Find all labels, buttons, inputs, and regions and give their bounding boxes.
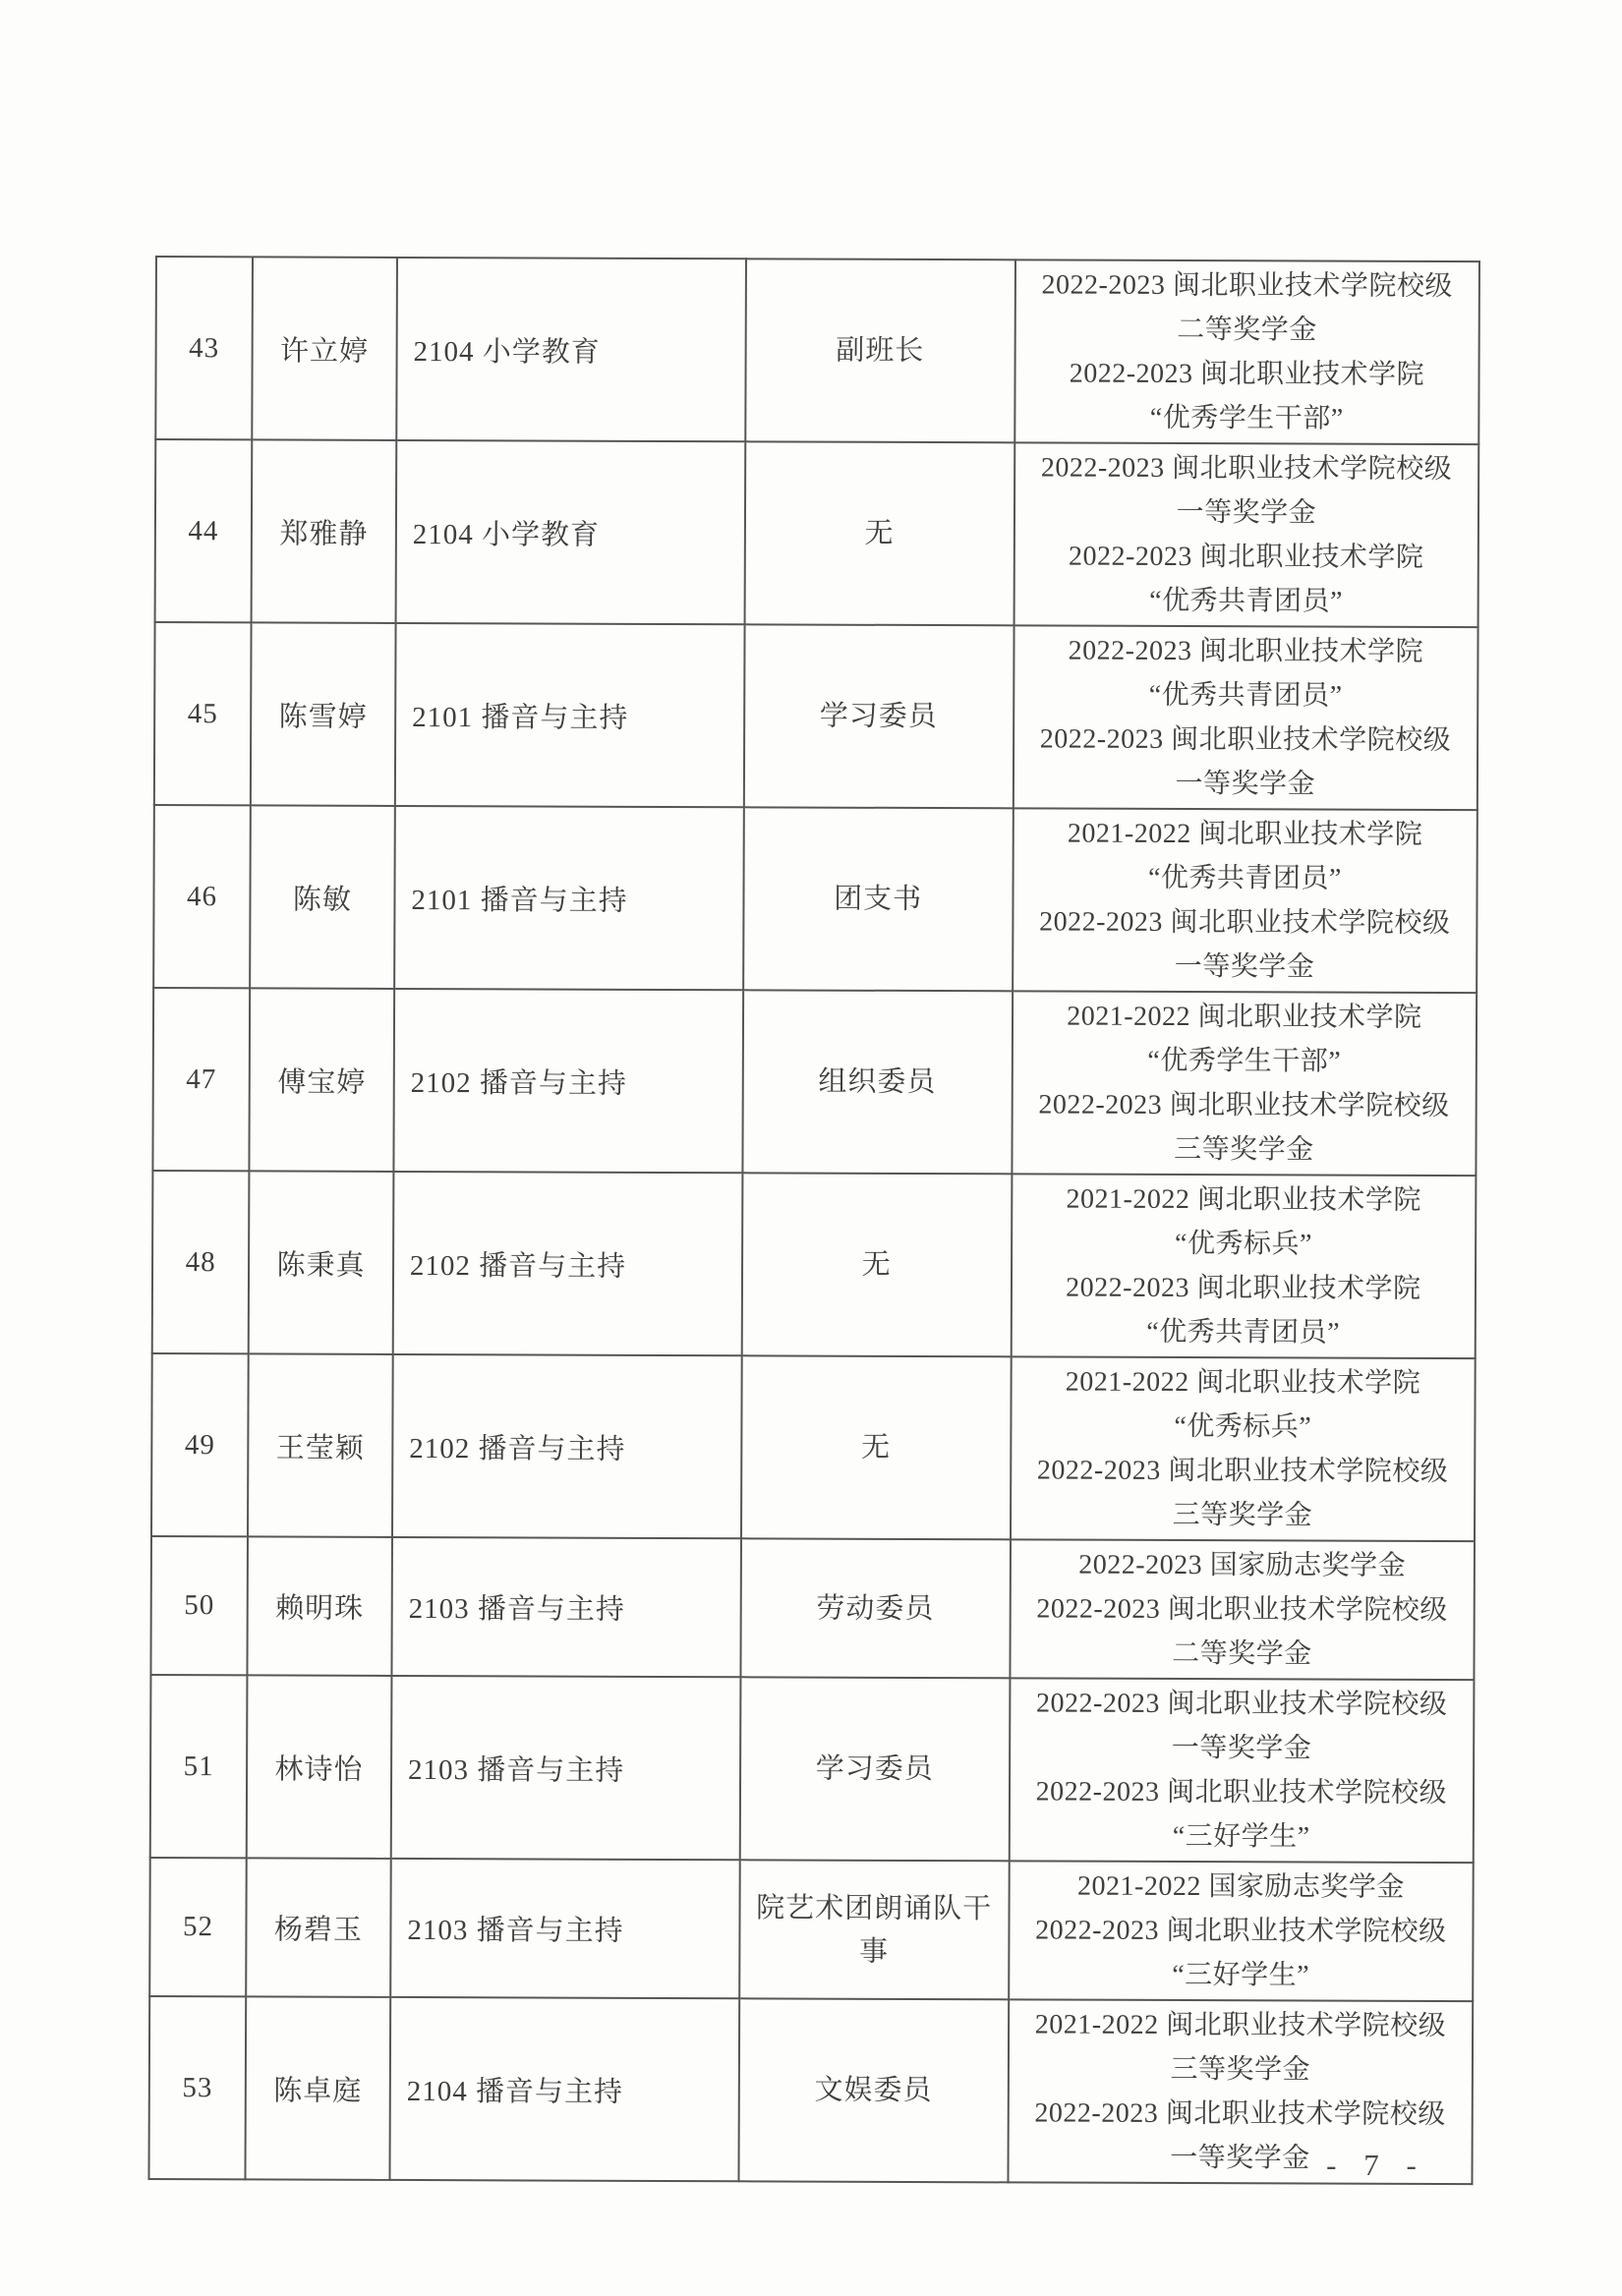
- award-line: “三好学生”: [1172, 1959, 1310, 1991]
- cell-position: 无: [741, 1173, 1012, 1356]
- cell-position: 学习委员: [743, 624, 1014, 808]
- cell-student-name: 林诗怡: [247, 1675, 392, 1859]
- cell-row-number: 43: [155, 257, 253, 439]
- table-row: [154, 622, 1478, 810]
- award-line: “优秀共青团员”: [1149, 585, 1344, 617]
- award-line: 二等奖学金: [1172, 1637, 1312, 1670]
- table-row: [155, 257, 1479, 444]
- cell-class-major: 2104 小学教育: [395, 440, 744, 624]
- table-row: [150, 1536, 1475, 1680]
- cell-row-number: 50: [150, 1536, 248, 1675]
- cell-class-major: 2101 播音与主持: [395, 623, 744, 807]
- cell-position: 组织委员: [742, 990, 1013, 1174]
- cell-student-name: 陈敏: [250, 805, 395, 989]
- award-line: 三等奖学金: [1174, 1133, 1314, 1166]
- cell-student-name: 陈卓庭: [246, 1996, 391, 2180]
- cell-student-name: 陈雪婷: [251, 622, 396, 806]
- table-row: [151, 1353, 1476, 1541]
- award-line: 2021-2022 闽北职业技术学院: [1067, 818, 1423, 850]
- cell-row-number: 52: [149, 1858, 247, 1996]
- cell-class-major: 2103 播音与主持: [391, 1676, 740, 1860]
- cell-student-name: 陈秉真: [249, 1171, 394, 1354]
- cell-row-number: 47: [152, 988, 250, 1171]
- cell-awards: [1014, 259, 1479, 444]
- award-line: 三等奖学金: [1170, 2053, 1311, 2086]
- award-line: 2021-2022 闽北职业技术学院: [1067, 1001, 1422, 1033]
- page-number: - 7 -: [1326, 2148, 1426, 2182]
- award-line: 2022-2023 闽北职业技术学院: [1068, 635, 1424, 667]
- award-line: 2022-2023 闽北职业技术学院校级: [1038, 1089, 1450, 1122]
- award-line: 一等奖学金: [1176, 496, 1317, 529]
- award-line: “优秀标兵”: [1175, 1228, 1313, 1260]
- student-awards-table: [147, 256, 1480, 2185]
- cell-class-major: 2101 播音与主持: [394, 806, 743, 990]
- cell-student-name: 赖明珠: [248, 1536, 392, 1676]
- cell-row-number: 46: [153, 805, 251, 988]
- award-line: 2022-2023 闽北职业技术学院校级: [1034, 2097, 1446, 2131]
- award-line: “优秀学生干部”: [1147, 1045, 1342, 1077]
- award-line: 2021-2022 闽北职业技术学院校级: [1034, 2009, 1447, 2042]
- cell-position: 劳动委员: [740, 1538, 1011, 1678]
- cell-class-major: 2104 小学教育: [396, 258, 745, 441]
- award-line: 2022-2023 国家励志奖学金: [1078, 1549, 1407, 1581]
- cell-position: 文娱委员: [738, 1998, 1009, 2182]
- cell-class-major: 2102 播音与主持: [392, 1354, 741, 1538]
- cell-class-major: 2102 播音与主持: [393, 1172, 742, 1355]
- cell-position: 副班长: [745, 258, 1015, 442]
- award-line: “优秀共青团员”: [1148, 679, 1343, 712]
- cell-awards: [1011, 1356, 1476, 1541]
- table-row: [153, 805, 1477, 993]
- cell-awards: [1014, 442, 1478, 627]
- cell-student-name: 杨碧玉: [246, 1858, 390, 1997]
- cell-row-number: 48: [152, 1171, 250, 1353]
- cell-position: 无: [744, 441, 1014, 625]
- cell-row-number: 44: [155, 439, 253, 622]
- award-line: 2021-2022 闽北职业技术学院: [1065, 1366, 1421, 1399]
- cell-row-number: 45: [154, 622, 252, 805]
- cell-awards: [1013, 808, 1477, 993]
- cell-awards: [1009, 1678, 1474, 1863]
- award-line: 2022-2023 闽北职业技术学院校级: [1035, 1688, 1448, 1721]
- cell-student-name: 王莹颖: [248, 1353, 393, 1537]
- award-line: 2022-2023 闽北职业技术学院: [1069, 358, 1425, 390]
- cell-awards: [1011, 1174, 1476, 1358]
- table-row: [148, 1996, 1473, 2184]
- award-line: “优秀标兵”: [1174, 1410, 1312, 1443]
- cell-class-major: 2103 播音与主持: [391, 1537, 740, 1677]
- cell-awards: [1009, 1861, 1474, 2001]
- cell-student-name: 傅宝婷: [249, 988, 394, 1172]
- table-row: [152, 988, 1477, 1176]
- award-line: 2022-2023 闽北职业技术学院校级: [1039, 906, 1451, 940]
- award-line: “优秀共青团员”: [1147, 862, 1342, 894]
- award-line: 2022-2023 闽北职业技术学院校级: [1041, 269, 1453, 303]
- table-row: [155, 439, 1479, 627]
- table-row: [152, 1171, 1477, 1358]
- cell-position: 无: [741, 1355, 1012, 1539]
- cell-position: 学习委员: [739, 1677, 1010, 1861]
- award-line: 2022-2023 闽北职业技术学院校级: [1035, 1776, 1448, 1809]
- award-line: 2022-2023 闽北职业技术学院: [1066, 1272, 1421, 1304]
- cell-position: 院艺术团朗诵队干事: [739, 1860, 1010, 1999]
- cell-row-number: 53: [148, 1996, 246, 2179]
- table-row: [150, 1675, 1475, 1863]
- award-line: 一等奖学金: [1170, 2142, 1310, 2174]
- award-line: 2022-2023 闽北职业技术学院校级: [1036, 1593, 1448, 1627]
- award-line: 2021-2022 国家励志奖学金: [1077, 1870, 1405, 1903]
- award-line: 一等奖学金: [1175, 768, 1316, 800]
- award-line: 2022-2023 闽北职业技术学院校级: [1039, 723, 1452, 757]
- award-line: 2022-2023 闽北职业技术学院: [1068, 541, 1424, 573]
- award-line: 一等奖学金: [1174, 950, 1315, 983]
- cell-student-name: 郑雅静: [252, 439, 397, 623]
- award-line: 2021-2022 闽北职业技术学院: [1066, 1183, 1421, 1216]
- cell-awards: [1012, 991, 1477, 1176]
- cell-class-major: 2104 播音与主持: [389, 1997, 738, 2181]
- award-line: “优秀学生干部”: [1149, 402, 1344, 434]
- award-line: “优秀共青团员”: [1146, 1316, 1341, 1349]
- cell-position: 团支书: [743, 807, 1014, 991]
- award-line: 三等奖学金: [1172, 1499, 1313, 1531]
- table-row: [149, 1858, 1474, 2001]
- cell-row-number: 49: [151, 1353, 249, 1536]
- award-line: 二等奖学金: [1177, 314, 1317, 346]
- cell-class-major: 2102 播音与主持: [393, 989, 742, 1173]
- award-line: 2022-2023 闽北职业技术学院校级: [1036, 1455, 1449, 1488]
- cell-awards: [1010, 1539, 1475, 1680]
- award-line: 2022-2023 闽北职业技术学院校级: [1040, 452, 1453, 486]
- cell-awards: [1014, 625, 1478, 810]
- cell-class-major: 2103 播音与主持: [390, 1859, 739, 1998]
- cell-student-name: 许立婷: [252, 257, 397, 440]
- award-line: “三好学生”: [1172, 1820, 1310, 1853]
- cell-row-number: 51: [150, 1675, 248, 1858]
- award-line: 一等奖学金: [1171, 1732, 1312, 1764]
- award-line: 2022-2023 闽北职业技术学院校级: [1035, 1915, 1447, 1948]
